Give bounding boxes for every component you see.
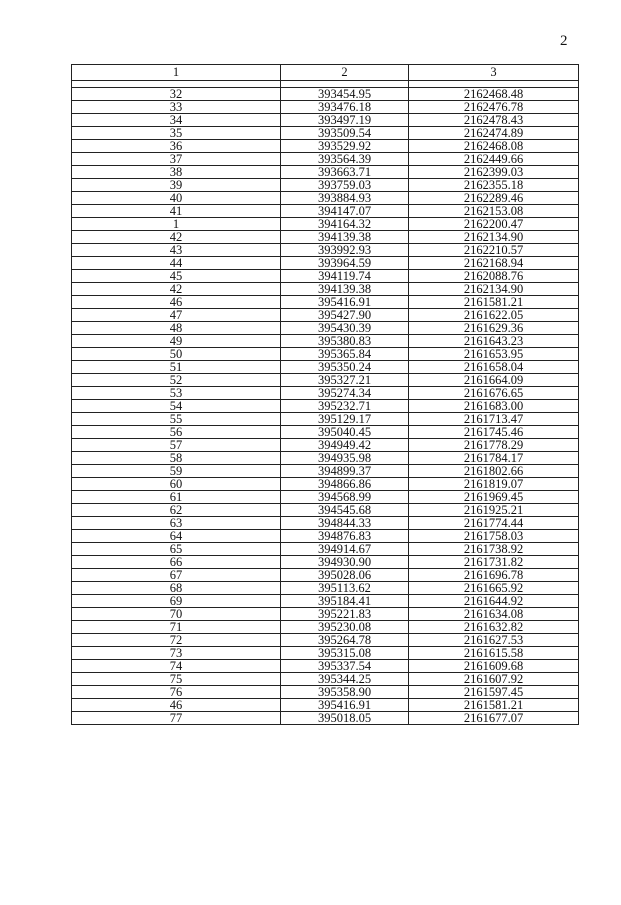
cell-y-coordinate: 2162476.78 (409, 101, 579, 114)
table-row (72, 218, 579, 231)
cell-point-number: 49 (72, 335, 281, 348)
cell-y-coordinate: 2162449.66 (409, 153, 579, 166)
cell-y-coordinate: 2162134.90 (409, 231, 579, 244)
cell-point-number: 1 (72, 218, 281, 231)
cell-y-coordinate: 2162468.48 (409, 88, 579, 101)
cell-x-coordinate: 395184.41 (281, 595, 409, 608)
cell-point-number: 51 (72, 361, 281, 374)
table-row (72, 361, 579, 374)
cell-y-coordinate: 2161731.82 (409, 556, 579, 569)
cell-point-number: 37 (72, 153, 281, 166)
table-row (72, 270, 579, 283)
cell-x-coordinate: 394935.98 (281, 452, 409, 465)
table-row (72, 400, 579, 413)
table-row (72, 322, 579, 335)
cell-x-coordinate: 395344.25 (281, 673, 409, 686)
cell-point-number: 50 (72, 348, 281, 361)
cell-x-coordinate: 393454.95 (281, 88, 409, 101)
cell-y-coordinate: 2161778.29 (409, 439, 579, 452)
table-row (72, 530, 579, 543)
cell-y-coordinate: 2161627.53 (409, 634, 579, 647)
cell-y-coordinate: 2161664.09 (409, 374, 579, 387)
cell-y-coordinate: 2161615.58 (409, 647, 579, 660)
cell-x-coordinate: 394139.38 (281, 231, 409, 244)
cell-y-coordinate: 2161745.46 (409, 426, 579, 439)
cell-x-coordinate: 394949.42 (281, 439, 409, 452)
cell-x-coordinate: 393759.03 (281, 179, 409, 192)
cell-y-coordinate: 2162153.08 (409, 205, 579, 218)
table-row (72, 647, 579, 660)
cell-point-number: 60 (72, 478, 281, 491)
cell-y-coordinate: 2161696.78 (409, 569, 579, 582)
cell-x-coordinate: 394139.38 (281, 283, 409, 296)
table-row (72, 582, 579, 595)
table-row (72, 166, 579, 179)
table-row (72, 673, 579, 686)
cell-y-coordinate: 2161758.03 (409, 530, 579, 543)
cell-y-coordinate: 2161802.66 (409, 465, 579, 478)
table-row (72, 478, 579, 491)
table-row (72, 140, 579, 153)
cell-x-coordinate: 394568.99 (281, 491, 409, 504)
table-row (72, 296, 579, 309)
table-row (72, 660, 579, 673)
table-row (72, 517, 579, 530)
table-row (72, 634, 579, 647)
cell-x-coordinate: 394147.07 (281, 205, 409, 218)
table-row (72, 374, 579, 387)
cell-x-coordinate: 393529.92 (281, 140, 409, 153)
column-header-point-number: 1 (72, 65, 281, 81)
table-row (72, 257, 579, 270)
table-row (72, 452, 579, 465)
table-row (72, 543, 579, 556)
cell-point-number: 47 (72, 309, 281, 322)
cell-point-number: 67 (72, 569, 281, 582)
cell-y-coordinate: 2161713.47 (409, 413, 579, 426)
cell-y-coordinate: 2162399.03 (409, 166, 579, 179)
cell-y-coordinate: 2161643.23 (409, 335, 579, 348)
table-row (72, 387, 579, 400)
cell-point-number: 73 (72, 647, 281, 660)
cell-y-coordinate: 2162468.08 (409, 140, 579, 153)
table-row (72, 712, 579, 725)
table-row (72, 114, 579, 127)
cell-x-coordinate: 395232.71 (281, 400, 409, 413)
cell-point-number: 54 (72, 400, 281, 413)
table-row (72, 686, 579, 699)
cell-point-number: 34 (72, 114, 281, 127)
cell-y-coordinate: 2161925.21 (409, 504, 579, 517)
cell-y-coordinate: 2161738.92 (409, 543, 579, 556)
cell-x-coordinate: 395416.91 (281, 699, 409, 712)
cell-x-coordinate: 395380.83 (281, 335, 409, 348)
cell-y-coordinate: 2161632.82 (409, 621, 579, 634)
cell-point-number: 42 (72, 231, 281, 244)
table-row (72, 621, 579, 634)
cell-x-coordinate: 394876.83 (281, 530, 409, 543)
table-row (72, 426, 579, 439)
table-row (72, 192, 579, 205)
cell-y-coordinate: 2161653.95 (409, 348, 579, 361)
page-number: 2 (560, 33, 568, 49)
table-row (72, 179, 579, 192)
cell-x-coordinate: 395129.17 (281, 413, 409, 426)
cell-x-coordinate: 395327.21 (281, 374, 409, 387)
column-header-x-coordinate: 2 (281, 65, 409, 81)
cell-y-coordinate: 2161677.07 (409, 712, 579, 725)
cell-y-coordinate: 2161658.04 (409, 361, 579, 374)
cell-point-number: 33 (72, 101, 281, 114)
cell-point-number: 61 (72, 491, 281, 504)
table-row (72, 309, 579, 322)
cell-x-coordinate: 395430.39 (281, 322, 409, 335)
cell-x-coordinate: 394914.67 (281, 543, 409, 556)
cell-x-coordinate: 394119.74 (281, 270, 409, 283)
cell-x-coordinate: 394164.32 (281, 218, 409, 231)
cell-x-coordinate: 394866.86 (281, 478, 409, 491)
cell-y-coordinate: 2161644.92 (409, 595, 579, 608)
cell-y-coordinate: 2161622.05 (409, 309, 579, 322)
cell-x-coordinate: 393964.59 (281, 257, 409, 270)
cell-x-coordinate: 395113.62 (281, 582, 409, 595)
cell-point-number: 59 (72, 465, 281, 478)
cell-point-number: 46 (72, 296, 281, 309)
table-row (72, 283, 579, 296)
table-row (72, 439, 579, 452)
cell-x-coordinate: 394844.33 (281, 517, 409, 530)
cell-point-number: 74 (72, 660, 281, 673)
cell-point-number: 42 (72, 283, 281, 296)
cell-x-coordinate: 395040.45 (281, 426, 409, 439)
cell-point-number: 46 (72, 699, 281, 712)
cell-y-coordinate: 2161581.21 (409, 699, 579, 712)
cell-point-number: 75 (72, 673, 281, 686)
table-row (72, 608, 579, 621)
cell-point-number: 68 (72, 582, 281, 595)
cell-y-coordinate: 2162355.18 (409, 179, 579, 192)
cell-y-coordinate: 2161784.17 (409, 452, 579, 465)
cell-y-coordinate: 2162088.76 (409, 270, 579, 283)
cell-x-coordinate: 395358.90 (281, 686, 409, 699)
cell-x-coordinate: 394545.68 (281, 504, 409, 517)
cell-point-number: 71 (72, 621, 281, 634)
table-row (72, 88, 579, 101)
cell-x-coordinate: 395230.08 (281, 621, 409, 634)
cell-point-number: 44 (72, 257, 281, 270)
table-row (72, 153, 579, 166)
cell-y-coordinate: 2162168.94 (409, 257, 579, 270)
table-row (72, 595, 579, 608)
cell-y-coordinate: 2161581.21 (409, 296, 579, 309)
cell-x-coordinate: 394930.90 (281, 556, 409, 569)
cell-y-coordinate: 2162478.43 (409, 114, 579, 127)
table-body (72, 88, 579, 725)
table-row (72, 101, 579, 114)
cell-x-coordinate: 395315.08 (281, 647, 409, 660)
cell-y-coordinate: 2161634.08 (409, 608, 579, 621)
cell-y-coordinate: 2161629.36 (409, 322, 579, 335)
cell-point-number: 43 (72, 244, 281, 257)
cell-y-coordinate: 2161676.65 (409, 387, 579, 400)
cell-point-number: 39 (72, 179, 281, 192)
cell-y-coordinate: 2162474.89 (409, 127, 579, 140)
cell-point-number: 72 (72, 634, 281, 647)
cell-y-coordinate: 2161774.44 (409, 517, 579, 530)
cell-y-coordinate: 2161597.45 (409, 686, 579, 699)
cell-point-number: 32 (72, 88, 281, 101)
cell-y-coordinate: 2162210.57 (409, 244, 579, 257)
cell-y-coordinate: 2162289.46 (409, 192, 579, 205)
table-row (72, 335, 579, 348)
cell-point-number: 69 (72, 595, 281, 608)
cell-x-coordinate: 393663.71 (281, 166, 409, 179)
cell-x-coordinate: 393992.93 (281, 244, 409, 257)
table-row (72, 231, 579, 244)
header-spacer-row (72, 81, 579, 88)
table-row (72, 569, 579, 582)
cell-point-number: 63 (72, 517, 281, 530)
table-row (72, 556, 579, 569)
cell-point-number: 66 (72, 556, 281, 569)
cell-x-coordinate: 395274.34 (281, 387, 409, 400)
cell-x-coordinate: 395365.84 (281, 348, 409, 361)
cell-x-coordinate: 393564.39 (281, 153, 409, 166)
cell-point-number: 48 (72, 322, 281, 335)
cell-x-coordinate: 395018.05 (281, 712, 409, 725)
cell-point-number: 40 (72, 192, 281, 205)
table-row (72, 205, 579, 218)
cell-y-coordinate: 2161683.00 (409, 400, 579, 413)
cell-point-number: 58 (72, 452, 281, 465)
cell-point-number: 57 (72, 439, 281, 452)
cell-point-number: 65 (72, 543, 281, 556)
table-row (72, 491, 579, 504)
cell-y-coordinate: 2161607.92 (409, 673, 579, 686)
cell-point-number: 36 (72, 140, 281, 153)
table-row (72, 504, 579, 517)
table-row (72, 699, 579, 712)
cell-x-coordinate: 393476.18 (281, 101, 409, 114)
table-row (72, 348, 579, 361)
cell-x-coordinate: 395028.06 (281, 569, 409, 582)
cell-point-number: 64 (72, 530, 281, 543)
cell-x-coordinate: 395264.78 (281, 634, 409, 647)
cell-x-coordinate: 393884.93 (281, 192, 409, 205)
cell-point-number: 56 (72, 426, 281, 439)
cell-y-coordinate: 2161665.92 (409, 582, 579, 595)
table-row (72, 244, 579, 257)
cell-point-number: 41 (72, 205, 281, 218)
cell-x-coordinate: 394899.37 (281, 465, 409, 478)
cell-y-coordinate: 2161609.68 (409, 660, 579, 673)
cell-x-coordinate: 395416.91 (281, 296, 409, 309)
cell-point-number: 76 (72, 686, 281, 699)
cell-point-number: 35 (72, 127, 281, 140)
cell-point-number: 70 (72, 608, 281, 621)
cell-point-number: 52 (72, 374, 281, 387)
table-header-row (72, 65, 579, 81)
cell-point-number: 53 (72, 387, 281, 400)
cell-y-coordinate: 2162134.90 (409, 283, 579, 296)
cell-point-number: 77 (72, 712, 281, 725)
cell-y-coordinate: 2161969.45 (409, 491, 579, 504)
cell-x-coordinate: 393509.54 (281, 127, 409, 140)
table-row (72, 465, 579, 478)
cell-x-coordinate: 395337.54 (281, 660, 409, 673)
cell-y-coordinate: 2161819.07 (409, 478, 579, 491)
coordinates-table (71, 64, 579, 725)
table-row (72, 127, 579, 140)
cell-x-coordinate: 395221.83 (281, 608, 409, 621)
cell-y-coordinate: 2162200.47 (409, 218, 579, 231)
cell-point-number: 45 (72, 270, 281, 283)
cell-point-number: 62 (72, 504, 281, 517)
cell-point-number: 55 (72, 413, 281, 426)
cell-point-number: 38 (72, 166, 281, 179)
column-header-y-coordinate: 3 (409, 65, 579, 81)
table-row (72, 413, 579, 426)
cell-x-coordinate: 395427.90 (281, 309, 409, 322)
cell-x-coordinate: 395350.24 (281, 361, 409, 374)
cell-x-coordinate: 393497.19 (281, 114, 409, 127)
